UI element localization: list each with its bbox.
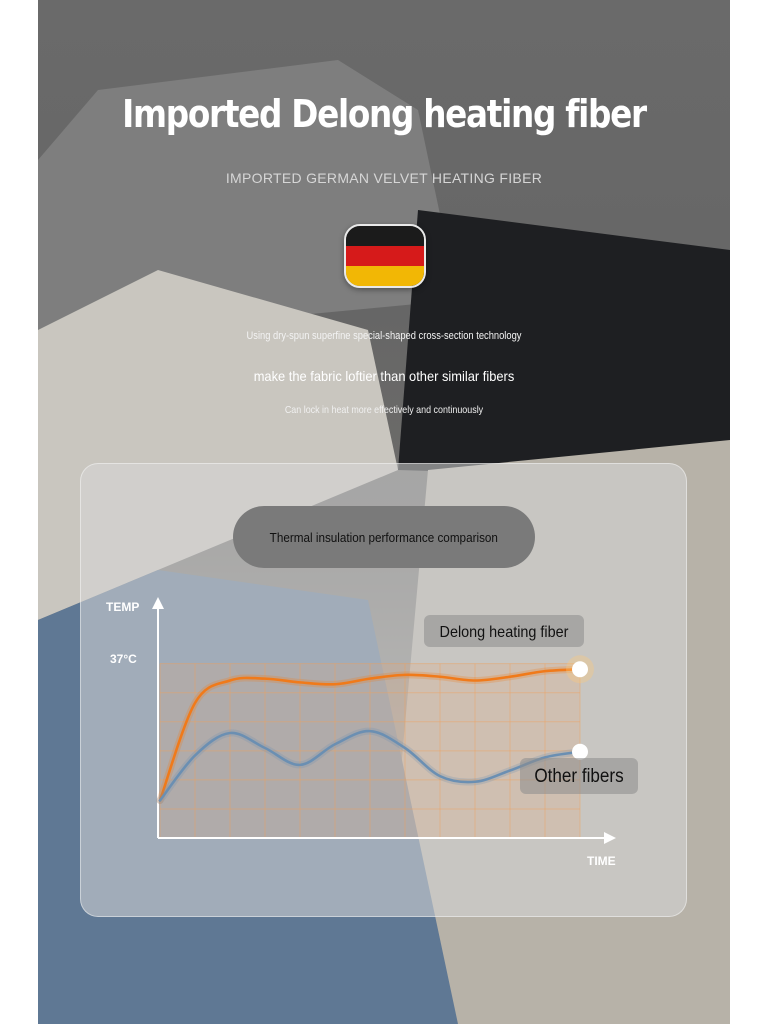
- flag-stripe-gold: [346, 266, 424, 286]
- technology-description: Using dry-spun superfine special-shaped cross-section technology: [246, 330, 522, 342]
- page-subtitle: IMPORTED GERMAN VELVET HEATING FIBER: [225, 170, 543, 186]
- y-axis-label: TEMP: [106, 600, 140, 614]
- x-axis-label: TIME: [587, 854, 616, 868]
- series-endpoint: [572, 661, 588, 677]
- page-title: Imported Delong heating fiber: [122, 92, 646, 136]
- x-axis-arrow: [604, 832, 616, 844]
- temperature-chart: [80, 463, 685, 915]
- comparison-title-text: Thermal insulation performance comparison: [269, 529, 499, 545]
- y-axis-arrow: [152, 597, 164, 609]
- loft-claim: make the fabric loftier than other similar fibers: [253, 368, 515, 384]
- heat-lock-claim: Can lock in heat more effectively and continuously: [284, 404, 484, 416]
- y-tick-label: 37°C: [110, 652, 137, 666]
- series-endpoint: [572, 744, 588, 760]
- series-label: Other fibers: [534, 765, 624, 787]
- germany-flag-icon: [344, 224, 426, 288]
- flag-stripe-red: [346, 246, 424, 266]
- series-label: Delong heating fiber: [439, 623, 569, 642]
- flag-stripe-black: [346, 226, 424, 246]
